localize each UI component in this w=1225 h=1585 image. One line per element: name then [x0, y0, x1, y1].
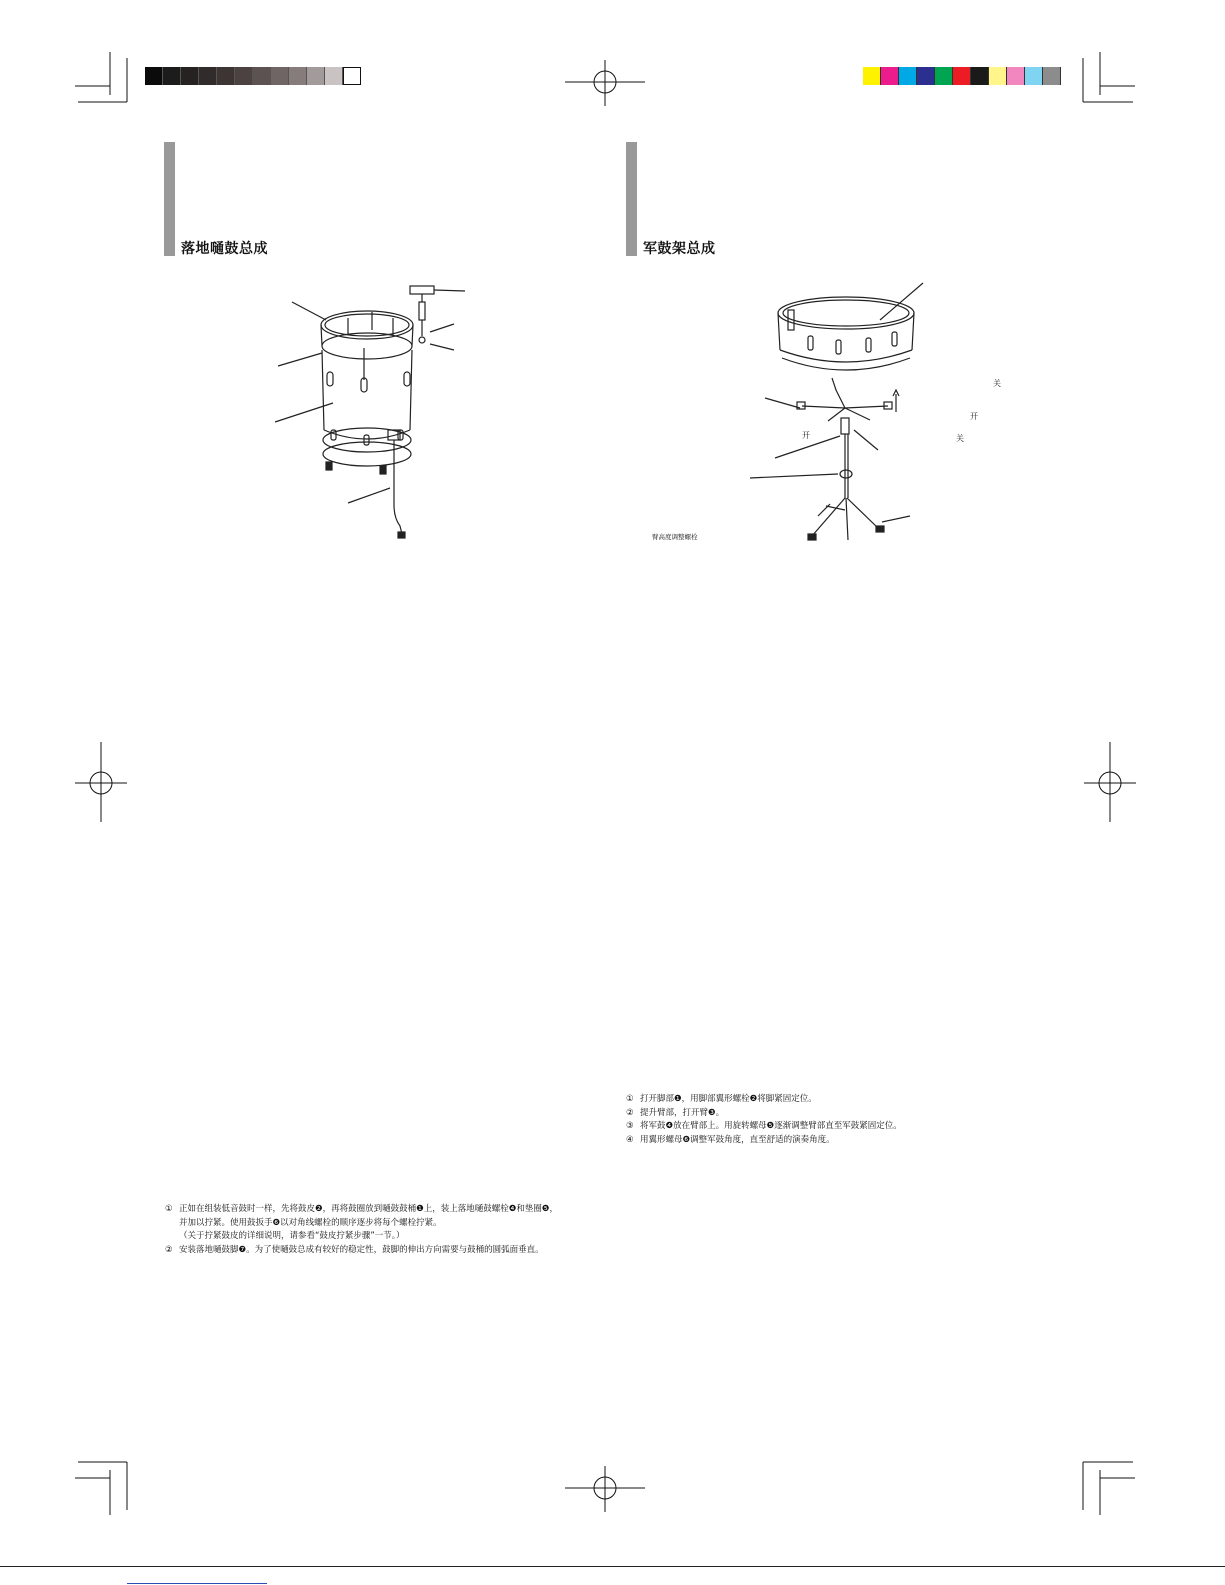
label-open-left: 开: [802, 431, 810, 440]
step-text: 打开脚部❶，用脚部翼形螺栓❷将脚紧固定位。: [640, 1094, 817, 1104]
step-number: ②: [165, 1244, 173, 1255]
color-swatch: [1025, 67, 1043, 85]
right-section-bar: [626, 142, 637, 256]
left-steps: [165, 1203, 558, 1257]
color-swatch: [971, 67, 989, 85]
step-number: ①: [626, 1094, 634, 1104]
step-note: （关于拧紧鼓皮的详细说明，请参看“鼓皮拧紧步骤”一节。）: [179, 1231, 405, 1241]
gray-swatch: [217, 67, 235, 85]
step-1: [626, 1093, 902, 1107]
color-swatch: [935, 67, 953, 85]
gray-swatch: [145, 67, 163, 85]
label-close-right: 关: [956, 434, 964, 443]
step-number: ②: [626, 1107, 634, 1118]
gray-swatch: [307, 67, 325, 85]
color-swatch: [1007, 67, 1025, 85]
gray-swatch: [235, 67, 253, 85]
step-number: ①: [165, 1204, 173, 1214]
gray-swatch: [163, 67, 181, 85]
color-swatch: [863, 67, 881, 85]
step-text: 用翼形螺母❻调整军鼓角度，直至舒适的演奏角度。: [640, 1134, 835, 1145]
gray-swatch: [253, 67, 271, 85]
step-3: [626, 1120, 902, 1134]
color-swatch: [917, 67, 935, 85]
left-section-bar: [164, 142, 175, 256]
step-2: [165, 1244, 558, 1258]
right-section-title: 军鼓架总成: [643, 241, 716, 257]
registration-mark-left: [75, 742, 127, 824]
color-swatch: [881, 67, 899, 85]
step-text: 安装落地嗵鼓脚❼。为了使嗵鼓总成有较好的稳定性，鼓脚的伸出方向需要与鼓桶的圆弧面垂直。: [179, 1244, 544, 1255]
step-text: 正如在组装低音鼓时一样，先将鼓皮❷，再将鼓圈放到嗵鼓鼓桶❶上，装上落地嗵鼓螺栓❹和垫圈❺，: [179, 1204, 558, 1214]
page-bottom-rule: [0, 1566, 1225, 1567]
left-section-title: 落地嗵鼓总成: [181, 241, 268, 257]
gray-swatch: [271, 67, 289, 85]
step-text: 提升臂部，打开臂❸。: [640, 1107, 725, 1118]
floor-tom-diagram: [270, 280, 470, 545]
process-color-bar: [863, 67, 1061, 85]
gray-swatch: [289, 67, 307, 85]
snare-stand-diagram: [640, 278, 1040, 548]
step-number: ③: [626, 1121, 634, 1131]
gray-swatch: [325, 67, 343, 85]
label-arm-height-bolt: 臂高度调整螺栓: [652, 533, 698, 541]
color-swatch: [989, 67, 1007, 85]
color-swatch: [1043, 67, 1061, 85]
label-open-right: 开: [970, 412, 978, 421]
color-swatch: [953, 67, 971, 85]
color-swatch: [899, 67, 917, 85]
step-text-continued: 并加以拧紧。使用鼓扳手❻以对角线螺栓的顺序逐步将每个螺栓拧紧。: [179, 1217, 442, 1228]
registration-mark-top: [565, 60, 645, 110]
step-text: 将军鼓❹放在臂部上。用旋转螺母❺逐渐调整臂部直至军鼓紧固定位。: [640, 1121, 902, 1131]
gray-swatch: [199, 67, 217, 85]
step-4: [626, 1134, 902, 1148]
step-1: [165, 1203, 558, 1217]
right-steps: [626, 1093, 902, 1147]
hyperlink-underline[interactable]: [127, 1583, 267, 1584]
step-number: ④: [626, 1134, 634, 1145]
grayscale-color-bar: [145, 67, 361, 85]
gray-swatch: [343, 67, 361, 85]
gray-swatch: [181, 67, 199, 85]
label-close-top: 关: [993, 379, 1001, 388]
step-2: [626, 1107, 902, 1121]
registration-mark-right: [1084, 742, 1136, 824]
registration-mark-bottom: [565, 1466, 645, 1516]
